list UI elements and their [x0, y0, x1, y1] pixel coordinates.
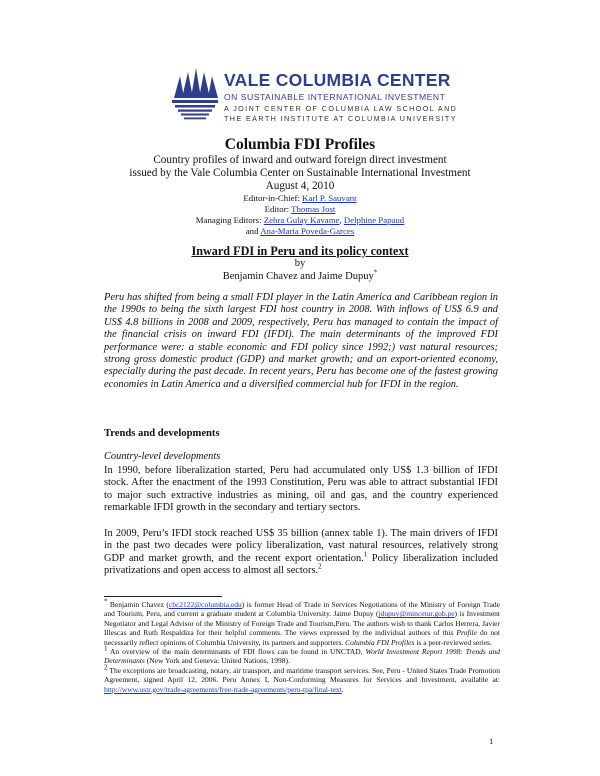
managing-editors-line [100, 215, 500, 226]
columbia-crown-icon [166, 68, 224, 124]
footnote-1 [104, 644, 500, 666]
abstract: Peru has shifted from being a small FDI player in the Latin America and Caribbean region in the 1990s to being the sixth largest FDI host country in 2008. With inflows of US$ 6.9 and US$ 4.8 billions in 2008 and 2009, respectively, Peru has managed to contain the impact of the financial crisis on inward FDI (IFDI). The main determinants of the improved FDI performance were: a stable economic and FDI policy since 1992;) vast natural resources; strong gross domestic product (GDP) and market growth; and an export-oriented economy, especially during the past decade. In recent years, Peru has become one of the fastest growing economies in Latin America and a diversified commercial hub for IFDI in the region. [104, 292, 498, 390]
logo-title: VALE COLUMBIA CENTER [224, 70, 451, 90]
article-authors [100, 270, 500, 283]
body-paragraph-1: In 1990, before liberalization started, Peru had accumulated only US$ 1.3 billion of IFDI stock. After the enactment of the 1993 Constitution, Peru was able to attract substantial IFDI to major such extractive industries as mining, oil and gas, and the country experienced remarkable IFDI growth in the secondary and tertiary sectors. [104, 465, 498, 514]
managing-editors-label: Managing Editors: [195, 215, 264, 225]
fn1-text-d: do not necessarily reflect opinions of Columbia University, its partners and supporters. [104, 628, 500, 647]
masthead [100, 136, 500, 237]
email-link-chavez[interactable]: cbc2122@columbia.edu [168, 600, 242, 609]
paragraph-2-text-a: In 2009, Peru’s IFDI stock reached US$ 35 billion (annex table 1). The main drivers of IFDI in the past two decades were policy liberalization, vast natural resources, relatively strong GDP and market growth, and the recent export orientation. [104, 528, 498, 564]
editor-in-chief-link[interactable]: Karl P. Sauvant [302, 193, 357, 203]
fn2-text-b: (New York and Geneva: United Nations, 1998). [144, 656, 290, 666]
editor-line [100, 204, 500, 215]
fn2-text-a: An overview of the main determinants of FDI flows can be found in UNCTAD, [107, 647, 366, 657]
article-title: Inward FDI in Peru and its policy context [191, 244, 409, 258]
editor-in-chief-line [100, 193, 500, 204]
fn1-text-a: Benjamin Chavez ( [107, 600, 169, 609]
footnote-ref-2[interactable]: 2 [318, 562, 322, 571]
fn2-wir: World Investment Report 1998: Trends and Determinants [104, 647, 500, 666]
footnotes [104, 597, 500, 694]
managing-editor-link-3[interactable]: Ana-Maria Poveda-Garces [260, 226, 355, 236]
managing-editor-link-1[interactable]: Zehra Gulay Kavame [263, 215, 340, 225]
paragraph-2-text-b: Policy liberalization included privatizations and open access to almost all sectors. [104, 552, 499, 577]
logo-subtitle: ON SUSTAINABLE INTERNATIONAL INVESTMENT [224, 92, 446, 102]
fn1-text-e: is a peer-reviewed series. [414, 637, 492, 647]
ustr-link[interactable]: http://www.ustr.gov/trade-agreements/free-trade-agreements/peru-tpa/final-text [104, 684, 342, 694]
fn1-series: Columbia FDI Profiles [345, 637, 415, 647]
article-header [100, 244, 500, 283]
editor-in-chief-label: Editor-in-Chief: [243, 193, 303, 203]
authors-names: Benjamin Chavez and Jaime Dupuy [222, 271, 374, 282]
section-heading: Trends and developments [104, 428, 220, 439]
email-link-dupuy[interactable]: jdupuy@mincetur.gob.pe [378, 609, 455, 619]
vale-columbia-logo [166, 68, 456, 126]
managing-editor-separator: , [339, 215, 344, 225]
logo-tagline-1: A JOINT CENTER OF COLUMBIA LAW SCHOOL AND [224, 104, 458, 113]
series-subtitle-2: issued by the Vale Columbia Center on Sustainable International Investment [129, 167, 471, 179]
article-by: by [294, 258, 306, 269]
fn1-text-b: ) is former Head of Trade in Services Negotiations of the Ministry of Foreign Trade and Tourism, Peru, and current a graduate student at Columbia University. Jaime Dupuy ( [104, 600, 500, 619]
logo-tagline-2: THE EARTH INSTITUTE AT COLUMBIA UNIVERSITY [224, 114, 457, 123]
page-number: 1 [489, 736, 494, 746]
managing-editor-link-2[interactable]: Delphine Papaud [343, 215, 405, 225]
footnote-2 [104, 663, 500, 694]
authors-footnote-mark[interactable]: * [373, 268, 378, 277]
managing-editors-line-2 [100, 226, 500, 237]
fn3-text-b: . [341, 684, 344, 694]
footnote-ref-1[interactable]: 1 [363, 550, 368, 559]
fn1-text-c: ) is Investment Negotiator and Legal Advisor of the Ministry of Foreign Trade and Tourism,Peru. The authors wish to thank Carlos Herrera, Javier Illescas and Ruth Respaldiza for their helpful comments. The views expressed by the individual authors of this [104, 609, 500, 638]
series-title: Columbia FDI Profiles [224, 136, 376, 153]
fn1-profile: Profile [456, 628, 477, 638]
and-label: and [245, 226, 261, 236]
fn3-text-a: The exceptions are broadcasting, notary, air transport, and maritime transport services. See, Peru - United States Trade Promotion Agreement, signed April 12, 2006. Peru Annex I, Non-Conforming Measures for Services and Investment, available at: [104, 665, 500, 685]
fn-mark-2: 2 [104, 663, 108, 672]
subsection-heading: Country-level developments [104, 451, 221, 462]
editor-label: Editor: [264, 204, 292, 214]
footnote-author [104, 597, 500, 647]
issue-date: August 4, 2010 [265, 180, 335, 192]
fn-mark-author: * [104, 597, 108, 606]
series-subtitle-1: Country profiles of inward and outward foreign direct investment [153, 154, 447, 166]
fn-mark-1: 1 [104, 644, 108, 653]
editor-link[interactable]: Thomas Jost [291, 204, 336, 214]
body-paragraph-2 [104, 528, 498, 578]
footnote-rule [104, 596, 222, 597]
